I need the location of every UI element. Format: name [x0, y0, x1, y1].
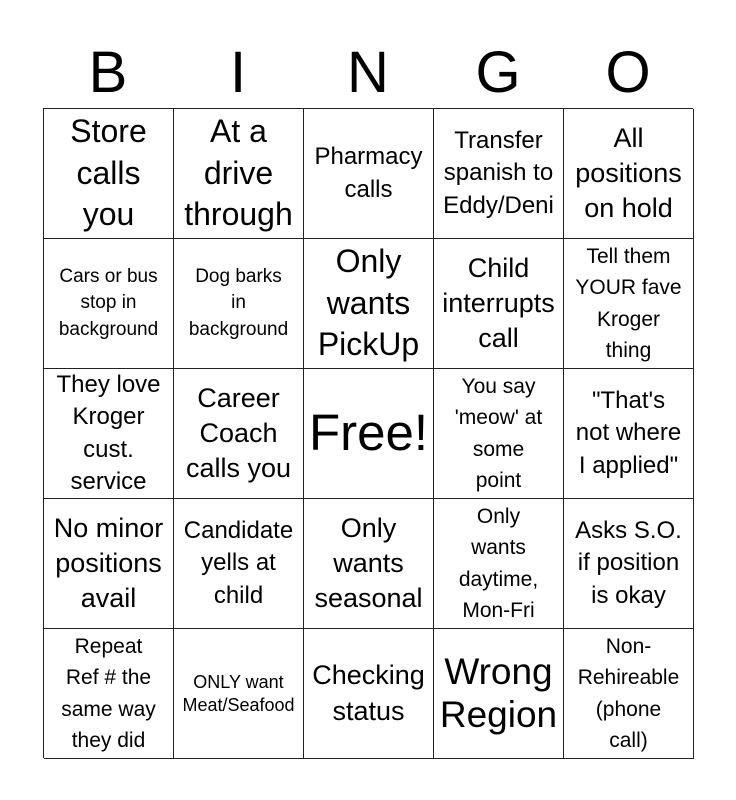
- bingo-cell[interactable]: Store calls you: [44, 109, 174, 239]
- bingo-cell[interactable]: Non- Rehireable (phone call): [564, 629, 694, 759]
- bingo-cell[interactable]: At a drive through: [174, 109, 304, 239]
- bingo-cell[interactable]: Repeat Ref # the same way they did: [44, 629, 174, 759]
- bingo-cell[interactable]: ONLY want Meat/Seafood: [174, 629, 304, 759]
- bingo-cell[interactable]: Child interrupts call: [434, 239, 564, 369]
- bingo-board: [43, 108, 693, 758]
- bingo-cell[interactable]: Only wants seasonal: [304, 499, 434, 629]
- header-letter-b: B: [88, 40, 128, 105]
- bingo-cell[interactable]: All positions on hold: [564, 109, 694, 239]
- header-letter-g: G: [475, 40, 521, 105]
- bingo-cell[interactable]: Tell them YOUR fave Kroger thing: [564, 239, 694, 369]
- bingo-cell[interactable]: Career Coach calls you: [174, 369, 304, 499]
- bingo-cell[interactable]: You say 'meow' at some point: [434, 369, 564, 499]
- bingo-cell[interactable]: Candidate yells at child: [174, 499, 304, 629]
- bingo-cell[interactable]: Checking status: [304, 629, 434, 759]
- bingo-cell[interactable]: Asks S.O. if position is okay: [564, 499, 694, 629]
- bingo-cell[interactable]: Only wants daytime, Mon-Fri: [434, 499, 564, 629]
- bingo-cell[interactable]: Cars or bus stop in background: [44, 239, 174, 369]
- header-letter-i: I: [229, 40, 247, 105]
- bingo-cell[interactable]: Dog barks in background: [174, 239, 304, 369]
- bingo-cell[interactable]: "That's not where I applied": [564, 369, 694, 499]
- bingo-cell[interactable]: Pharmacy calls: [304, 109, 434, 239]
- bingo-cell[interactable]: Transfer spanish to Eddy/Deni: [434, 109, 564, 239]
- bingo-header: [43, 38, 693, 108]
- bingo-cell[interactable]: No minor positions avail: [44, 499, 174, 629]
- bingo-cell[interactable]: Wrong Region: [434, 629, 564, 759]
- bingo-cell[interactable]: They love Kroger cust. service: [44, 369, 174, 499]
- header-letter-n: N: [347, 40, 389, 105]
- bingo-cell[interactable]: Only wants PickUp: [304, 239, 434, 369]
- free-space[interactable]: Free!: [304, 369, 434, 499]
- header-letter-o: O: [605, 40, 651, 105]
